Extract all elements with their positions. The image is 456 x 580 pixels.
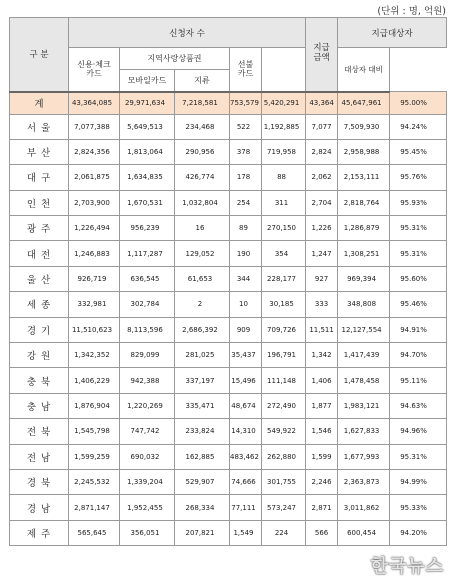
watermark-logo: 한국뉴스 <box>370 556 444 577</box>
value-cell: 2 <box>175 292 230 317</box>
value-cell: 233,824 <box>175 419 230 444</box>
value-cell: 1,983,121 <box>338 393 390 418</box>
value-cell: 311 <box>262 190 306 215</box>
value-cell: 332,981 <box>69 292 120 317</box>
header-region: 구 분 <box>10 18 69 92</box>
value-cell: 94.24% <box>390 114 447 139</box>
value-cell: 2,153,111 <box>338 165 390 190</box>
region-cell: 인 천 <box>10 190 69 215</box>
value-cell: 566 <box>306 520 338 545</box>
value-cell: 909 <box>230 317 262 342</box>
value-cell: 272,490 <box>262 393 306 418</box>
value-cell: 1,813,064 <box>120 139 175 164</box>
value-cell: 1,549 <box>230 520 262 545</box>
region-cell: 경 북 <box>10 469 69 494</box>
table-row <box>10 266 447 291</box>
value-cell: 178 <box>230 165 262 190</box>
value-cell: 522 <box>230 114 262 139</box>
table-row <box>10 343 447 368</box>
value-cell: 969,394 <box>338 266 390 291</box>
value-cell: 709,726 <box>262 317 306 342</box>
region-cell: 울 산 <box>10 266 69 291</box>
value-cell: 207,821 <box>175 520 230 545</box>
value-cell: 95.76% <box>390 165 447 190</box>
table-row <box>10 216 447 241</box>
header-credit-label: 신용·체크 카드 <box>77 60 111 79</box>
value-cell: 2,245,532 <box>69 469 120 494</box>
value-cell: 1,117,287 <box>120 241 175 266</box>
table-row <box>10 419 447 444</box>
value-cell: 7,077 <box>306 114 338 139</box>
value-cell: 1,677,993 <box>338 444 390 469</box>
value-cell: 1,478,458 <box>338 368 390 393</box>
unit-note: (단위 : 명, 억원) <box>377 6 446 17</box>
value-cell: 1,406 <box>306 368 338 393</box>
value-cell: 268,334 <box>175 495 230 520</box>
region-cell: 전 남 <box>10 444 69 469</box>
region-cell: 충 북 <box>10 368 69 393</box>
value-cell: 228,177 <box>262 266 306 291</box>
value-cell: 12,127,554 <box>338 317 390 342</box>
value-cell: 573,247 <box>262 495 306 520</box>
value-cell: 10 <box>230 292 262 317</box>
region-cell: 대 구 <box>10 165 69 190</box>
table-body <box>10 92 447 546</box>
value-cell: 333 <box>306 292 338 317</box>
value-cell: 254 <box>230 190 262 215</box>
table-row <box>10 114 447 139</box>
total-cell: 43,364 <box>306 92 338 115</box>
value-cell: 2,871 <box>306 495 338 520</box>
value-cell: 2,363,873 <box>338 469 390 494</box>
region-cell: 광 주 <box>10 216 69 241</box>
value-cell: 35,437 <box>230 343 262 368</box>
table-row <box>10 190 447 215</box>
value-cell: 1,226,494 <box>69 216 120 241</box>
header-credit <box>69 48 120 92</box>
value-cell: 190 <box>230 241 262 266</box>
value-cell: 224 <box>262 520 306 545</box>
value-cell: 95.46% <box>390 292 447 317</box>
value-cell: 1,670,531 <box>120 190 175 215</box>
value-cell: 3,011,862 <box>338 495 390 520</box>
table-row <box>10 139 447 164</box>
value-cell: 11,510,623 <box>69 317 120 342</box>
value-cell: 95.45% <box>390 139 447 164</box>
value-cell: 1,308,251 <box>338 241 390 266</box>
value-cell: 1,226 <box>306 216 338 241</box>
region-cell: 대 전 <box>10 241 69 266</box>
region-cell: 전 북 <box>10 419 69 444</box>
header-amount <box>306 18 338 92</box>
value-cell: 926,719 <box>69 266 120 291</box>
value-cell: 2,703,900 <box>69 190 120 215</box>
region-cell: 제 주 <box>10 520 69 545</box>
value-cell: 565,645 <box>69 520 120 545</box>
region-cell: 세 종 <box>10 292 69 317</box>
value-cell: 636,545 <box>120 266 175 291</box>
header-mobile: 모바일카드 <box>120 70 175 92</box>
header-applicants-group: 신청자 수 <box>69 18 306 48</box>
total-cell: 95.00% <box>390 92 447 115</box>
value-cell: 95.31% <box>390 241 447 266</box>
value-cell: 1,246,883 <box>69 241 120 266</box>
value-cell: 426,774 <box>175 165 230 190</box>
value-cell: 354 <box>262 241 306 266</box>
value-cell: 94.91% <box>390 317 447 342</box>
value-cell: 1,342,352 <box>69 343 120 368</box>
value-cell: 829,099 <box>120 343 175 368</box>
value-cell: 5,649,513 <box>120 114 175 139</box>
table-row <box>10 292 447 317</box>
total-cell: 7,218,581 <box>175 92 230 115</box>
value-cell: 8,113,596 <box>120 317 175 342</box>
value-cell: 74,666 <box>230 469 262 494</box>
value-cell: 89 <box>230 216 262 241</box>
value-cell: 1,545,798 <box>69 419 120 444</box>
value-cell: 94.99% <box>390 469 447 494</box>
value-cell: 94.20% <box>390 520 447 545</box>
value-cell: 2,871,147 <box>69 495 120 520</box>
value-cell: 95.93% <box>390 190 447 215</box>
value-cell: 77,111 <box>230 495 262 520</box>
value-cell: 7,077,388 <box>69 114 120 139</box>
total-cell: 753,579 <box>230 92 262 115</box>
region-cell: 부 산 <box>10 139 69 164</box>
value-cell: 1,339,204 <box>120 469 175 494</box>
value-cell: 270,150 <box>262 216 306 241</box>
table-row <box>10 317 447 342</box>
total-label: 계 <box>10 92 69 115</box>
value-cell: 1,406,229 <box>69 368 120 393</box>
value-cell: 301,755 <box>262 469 306 494</box>
header-target-ratio: 대상자 대비 <box>338 48 390 92</box>
value-cell: 2,958,988 <box>338 139 390 164</box>
value-cell: 234,468 <box>175 114 230 139</box>
value-cell: 1,546 <box>306 419 338 444</box>
value-cell: 94.96% <box>390 419 447 444</box>
value-cell: 2,061,875 <box>69 165 120 190</box>
total-cell: 43,364,085 <box>69 92 120 115</box>
value-cell: 281,025 <box>175 343 230 368</box>
value-cell: 600,454 <box>338 520 390 545</box>
value-cell: 1,599,259 <box>69 444 120 469</box>
value-cell: 94.70% <box>390 343 447 368</box>
region-cell: 경 기 <box>10 317 69 342</box>
value-cell: 61,653 <box>175 266 230 291</box>
region-cell: 경 남 <box>10 495 69 520</box>
value-cell: 337,197 <box>175 368 230 393</box>
value-cell: 290,956 <box>175 139 230 164</box>
value-cell: 16 <box>175 216 230 241</box>
value-cell: 1,599 <box>306 444 338 469</box>
header-targets <box>262 48 306 92</box>
header-targets-group: 지급대상자 <box>338 18 447 48</box>
value-cell: 1,952,455 <box>120 495 175 520</box>
total-cell: 5,420,291 <box>262 92 306 115</box>
header-local-voucher-group: 지역사랑상품권 <box>120 48 230 70</box>
value-cell: 1,634,835 <box>120 165 175 190</box>
value-cell: 356,051 <box>120 520 175 545</box>
total-cell: 29,971,634 <box>120 92 175 115</box>
value-cell: 1,342 <box>306 343 338 368</box>
value-cell: 483,462 <box>230 444 262 469</box>
value-cell: 1,192,885 <box>262 114 306 139</box>
value-cell: 129,052 <box>175 241 230 266</box>
value-cell: 2,824 <box>306 139 338 164</box>
value-cell: 48,674 <box>230 393 262 418</box>
value-cell: 196,791 <box>262 343 306 368</box>
value-cell: 95.31% <box>390 444 447 469</box>
region-cell: 충 남 <box>10 393 69 418</box>
value-cell: 2,062 <box>306 165 338 190</box>
header-prepaid-label: 선불 카드 <box>237 60 254 79</box>
value-cell: 378 <box>230 139 262 164</box>
header-prepaid <box>230 48 262 92</box>
value-cell: 719,958 <box>262 139 306 164</box>
value-cell: 344 <box>230 266 262 291</box>
value-cell: 1,247 <box>306 241 338 266</box>
table-row <box>10 165 447 190</box>
total-cell: 45,647,961 <box>338 92 390 115</box>
value-cell: 690,032 <box>120 444 175 469</box>
value-cell: 262,880 <box>262 444 306 469</box>
table-row <box>10 520 447 545</box>
value-cell: 1,032,804 <box>175 190 230 215</box>
value-cell: 162,885 <box>175 444 230 469</box>
value-cell: 95.11% <box>390 368 447 393</box>
value-cell: 1,876,904 <box>69 393 120 418</box>
value-cell: 549,922 <box>262 419 306 444</box>
value-cell: 95.33% <box>390 495 447 520</box>
value-cell: 1,417,439 <box>338 343 390 368</box>
value-cell: 88 <box>262 165 306 190</box>
table-row <box>10 393 447 418</box>
value-cell: 2,246 <box>306 469 338 494</box>
table-row <box>10 469 447 494</box>
value-cell: 14,310 <box>230 419 262 444</box>
table-row <box>10 241 447 266</box>
value-cell: 15,496 <box>230 368 262 393</box>
value-cell: 956,239 <box>120 216 175 241</box>
value-cell: 11,511 <box>306 317 338 342</box>
value-cell: 94.63% <box>390 393 447 418</box>
value-cell: 1,627,833 <box>338 419 390 444</box>
value-cell: 348,808 <box>338 292 390 317</box>
value-cell: 7,509,930 <box>338 114 390 139</box>
region-cell: 서 울 <box>10 114 69 139</box>
value-cell: 302,784 <box>120 292 175 317</box>
value-cell: 529,907 <box>175 469 230 494</box>
value-cell: 1,877 <box>306 393 338 418</box>
table-row <box>10 368 447 393</box>
table-row <box>10 444 447 469</box>
value-cell: 95.31% <box>390 216 447 241</box>
value-cell: 2,704 <box>306 190 338 215</box>
value-cell: 747,742 <box>120 419 175 444</box>
value-cell: 335,471 <box>175 393 230 418</box>
value-cell: 942,388 <box>120 368 175 393</box>
value-cell: 111,148 <box>262 368 306 393</box>
total-row <box>10 92 447 115</box>
applicants-table <box>9 17 447 546</box>
region-cell: 강 원 <box>10 343 69 368</box>
header-amount-label: 지급 금액 <box>313 43 330 64</box>
value-cell: 2,818,764 <box>338 190 390 215</box>
value-cell: 95.60% <box>390 266 447 291</box>
value-cell: 927 <box>306 266 338 291</box>
value-cell: 1,220,269 <box>120 393 175 418</box>
header-paper: 지류 <box>175 70 230 92</box>
value-cell: 30,185 <box>262 292 306 317</box>
value-cell: 2,686,392 <box>175 317 230 342</box>
table-row <box>10 495 447 520</box>
value-cell: 2,824,356 <box>69 139 120 164</box>
value-cell: 1,286,879 <box>338 216 390 241</box>
